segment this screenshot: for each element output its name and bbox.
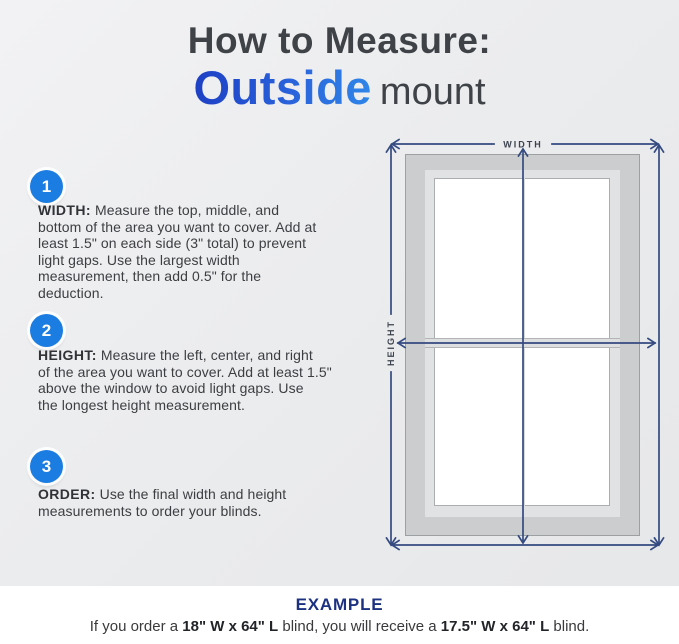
bottom-width-arrow	[392, 541, 658, 550]
title-line2	[0, 60, 679, 114]
step-2-line: above the window to avoid light gaps. Use	[38, 380, 304, 396]
step-3-text	[38, 486, 286, 519]
step-2-label: HEIGHT:	[38, 347, 97, 363]
step-1-line: least 1.5" on each side (3" total) to prevent	[38, 235, 307, 251]
step-2-line: Measure the left, center, and right	[100, 347, 313, 363]
center-vertical-arrow	[519, 149, 528, 543]
example-received-size: 17.5" W x 64" L	[440, 618, 550, 635]
center-horizontal-arrow	[398, 339, 655, 348]
page-title	[0, 22, 679, 113]
height-dimension-label: HEIGHT	[386, 319, 396, 367]
example-footer	[0, 586, 679, 644]
step-2-text	[38, 347, 332, 413]
example-ordered-size: 18" W x 64" L	[182, 618, 279, 635]
step-2-badge: 2	[30, 314, 63, 347]
example-heading: EXAMPLE	[295, 595, 384, 614]
step-1-text	[38, 202, 316, 301]
step-2-line: the longest height measurement.	[38, 396, 246, 413]
example-suffix: blind.	[549, 618, 590, 635]
step-2-line: of the area you want to cover. Add at least 1.5"	[38, 363, 332, 380]
window-diagram	[378, 128, 670, 558]
step-1-line: deduction.	[38, 284, 104, 301]
example-middle: blind, you will receive a	[278, 618, 441, 635]
step-1-line: bottom of the area you want to cover. Add at	[38, 218, 317, 235]
step-3-badge: 3	[30, 450, 63, 483]
step-3-label: ORDER:	[38, 486, 96, 502]
step-3-line: measurements to order your blinds.	[38, 502, 262, 519]
width-dimension-label: WIDTH	[503, 139, 543, 150]
title-line1: How to Measure:	[187, 20, 492, 61]
step-1-line: measurement, then add 0.5" for the	[38, 268, 262, 284]
title-mount-type: Outside	[193, 60, 372, 114]
right-height-arrow	[655, 145, 664, 545]
step-3-line: Use the final width and height	[99, 486, 287, 502]
example-prefix: If you order a	[89, 618, 183, 635]
measurement-arrows	[378, 128, 670, 558]
step-1-line: light gaps. Use the largest width	[38, 251, 240, 268]
step-1-badge: 1	[30, 170, 63, 203]
example-text	[90, 618, 590, 635]
step-1-line: Measure the top, middle, and	[94, 202, 280, 218]
step-1-label: WIDTH:	[38, 202, 91, 218]
title-suffix: mount	[379, 70, 486, 113]
